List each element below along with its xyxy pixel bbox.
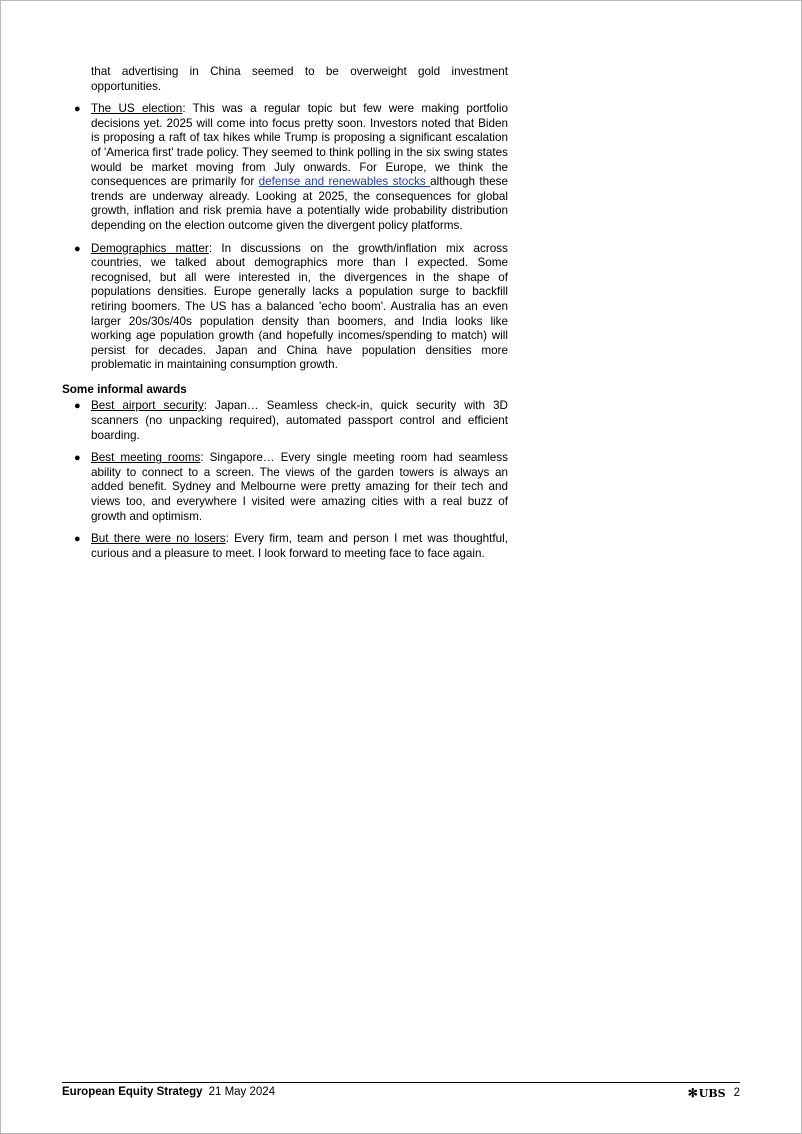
awards-bullet-list (62, 399, 508, 561)
ubs-keys-icon: ✻ (687, 1086, 698, 1100)
bullet-label: Best meeting rooms (91, 451, 201, 465)
list-item-airport-security (62, 399, 508, 443)
list-item-no-losers (62, 532, 508, 561)
bullet-icon: ● (74, 400, 81, 413)
bullet-text: : Singapore… Every single meeting room had seamless ability to connect to a screen. The views of the garden towers is always an added benefit. Sydney and Melbourne were pretty amazing for their tech and views too, and everywhere I visited were amazing cities with a real buzz of growth and optimism. (91, 451, 508, 523)
bullet-icon: ● (74, 242, 81, 255)
bullet-text: : Japan… Seamless check-in, quick security with 3D scanners (no unpacking required), automated passport control and efficient boarding. (91, 399, 508, 442)
bullet-label: The US election (91, 102, 183, 116)
footer-date: 21 May 2024 (208, 1086, 276, 1098)
awards-heading: Some informal awards (62, 382, 187, 396)
footer-divider (62, 1082, 740, 1083)
footer-branding (688, 1086, 740, 1100)
bullet-label: Best airport security (91, 399, 204, 413)
bullet-text: : In discussions on the growth/inflation mix across countries, we talked about demographics more than I expected. Some recognised, but all were interested in, the divergences in the shape of populations densities. Europe generally lacks a population surge to backfill retiring boomers. The US has a balanced 'echo boom'. Australia has an even larger 20s/30s/40s population density than boomers, and India looks like working age population growth (and hopefully incomes/spending to match) will persist for decades. Japan and China have population densities more problematic in maintaining consumption growth. (91, 241, 508, 372)
bullet-text: : This was a regular topic but few were making portfolio decisions yet. 2025 will come into focus pretty soon. Investors noted that Biden is proposing a raft of tax hikes while Trump is proposing a significant escalation of 'America first' trade policy. They seemed to think polling in the six swing states would be market moving from July onwards. For Europe, we think the consequences are primarily for (91, 102, 509, 189)
continuation-paragraph: that advertising in China seemed to be overweight gold investment opportunities. (91, 65, 508, 93)
ubs-logo-text: UBS (698, 1086, 726, 1100)
bullet-icon: ● (74, 103, 81, 116)
list-item-demographics (62, 242, 508, 373)
bullet-icon: ● (74, 533, 81, 546)
footer-info (62, 1086, 275, 1098)
bullet-label: Demographics matter (91, 241, 209, 255)
discussion-bullet-list (62, 102, 508, 373)
page-number: 2 (733, 1087, 740, 1099)
bullet-text: : Every firm, team and person I met was thoughtful, curious and a pleasure to meet. I look forward to meeting face to face again. (91, 532, 508, 560)
defense-renewables-link[interactable]: defense and renewables stocks (258, 175, 431, 189)
document-body (62, 65, 508, 561)
bullet-label: But there were no losers (91, 532, 226, 546)
bullet-text-continued: although these trends are underway already. Looking at 2025, the consequences for global growth, inflation and risk premia have a potentially wide probability distribution depending on the election outcome given the divergent policy platforms. (91, 175, 508, 232)
list-item-meeting-rooms (62, 451, 508, 524)
list-item-us-election (62, 102, 508, 233)
ubs-logo (688, 1086, 726, 1100)
bullet-icon: ● (74, 452, 81, 465)
footer-title: European Equity Strategy (62, 1086, 203, 1098)
